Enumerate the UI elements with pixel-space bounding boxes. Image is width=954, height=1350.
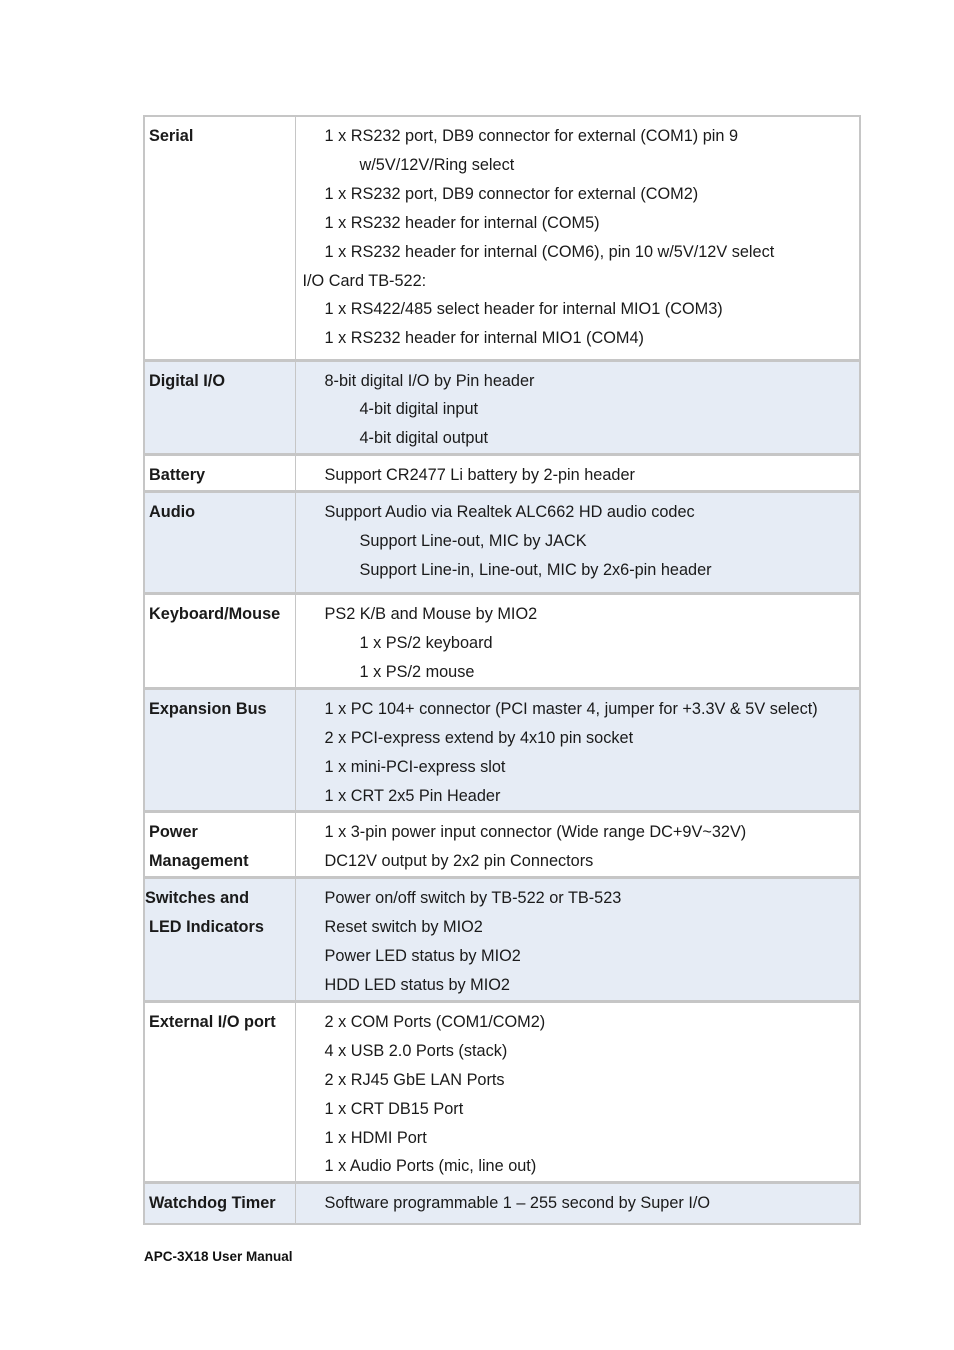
spec-value-line: 1 x mini-PCI-express slot [324, 757, 506, 776]
spec-value [295, 360, 860, 455]
spec-table [143, 115, 861, 1225]
spec-value [295, 812, 860, 878]
spec-value-line: 1 x PC 104+ connector (PCI master 4, jumper for +3.3V & 5V select) [324, 699, 818, 718]
spec-value-line: Reset switch by MIO2 [324, 918, 483, 937]
spec-label-line: Battery [149, 466, 206, 485]
spec-label [144, 455, 295, 492]
spec-value-line: 1 x RS232 header for internal MIO1 (COM4) [324, 329, 644, 348]
spec-value-line: 1 x PS/2 keyboard [359, 634, 493, 653]
spec-value-line: Power on/off switch by TB-522 or TB-523 [324, 889, 622, 908]
spec-value-line: Support Audio via Realtek ALC662 HD audio codec [324, 503, 695, 522]
spec-row [144, 878, 860, 1002]
spec-value-line: 2 x RJ45 GbE LAN Ports [324, 1070, 505, 1089]
spec-label [144, 1001, 295, 1182]
spec-value-line: 1 x RS422/485 select header for internal MIO1 (COM3) [324, 300, 723, 319]
spec-value-line: 2 x COM Ports (COM1/COM2) [324, 1012, 546, 1031]
spec-value-line: w/5V/12V/Ring select [359, 155, 515, 174]
spec-value-line: 1 x RS232 port, DB9 connector for external (COM1) pin 9 [324, 127, 739, 145]
spec-value [295, 1183, 860, 1224]
spec-value-line: Software programmable 1 – 255 second by Super I/O [324, 1194, 711, 1213]
spec-label [144, 878, 295, 1002]
spec-value-line: 1 x CRT 2x5 Pin Header [324, 786, 501, 805]
spec-label [144, 594, 295, 689]
spec-label [144, 360, 295, 455]
spec-value-line: 4-bit digital output [359, 429, 489, 448]
spec-row [144, 360, 860, 455]
spec-value-line: Support CR2477 Li battery by 2-pin header [324, 466, 635, 485]
spec-label-line: Expansion Bus [149, 699, 267, 718]
spec-label-line: Management [149, 852, 249, 871]
spec-row [144, 812, 860, 878]
footer-title: APC-3X18 User Manual [144, 1249, 293, 1264]
spec-value-line: 8-bit digital I/O by Pin header [324, 371, 535, 390]
spec-value-line: 2 x PCI-express extend by 4x10 pin socket [324, 728, 634, 747]
spec-value-line: Power LED status by MIO2 [324, 947, 521, 966]
spec-row [144, 455, 860, 492]
spec-value-line: Support Line-in, Line-out, MIC by 2x6-pin header [359, 560, 712, 579]
spec-label-line: Serial [149, 127, 194, 145]
spec-value-line: 1 x HDMI Port [324, 1128, 427, 1147]
spec-value-line: 4-bit digital input [359, 400, 479, 419]
spec-label [144, 812, 295, 878]
spec-label-line: External I/O port [149, 1012, 276, 1031]
spec-value-line: Support Line-out, MIC by JACK [359, 532, 587, 551]
spec-row [144, 116, 860, 360]
spec-label-line: LED Indicators [149, 918, 264, 937]
spec-value [295, 688, 860, 812]
spec-label-line: Digital I/O [149, 371, 225, 390]
spec-row [144, 1183, 860, 1224]
spec-value [295, 492, 860, 594]
spec-value-line: 1 x 3-pin power input connector (Wide range DC+9V~32V) [324, 823, 747, 842]
spec-label-line: Keyboard/Mouse [149, 605, 281, 624]
spec-label [144, 1183, 295, 1224]
spec-value-line: DC12V output by 2x2 pin Connectors [324, 852, 594, 871]
spec-row [144, 492, 860, 594]
spec-value-line: PS2 K/B and Mouse by MIO2 [324, 605, 538, 624]
spec-label-line: Switches and [145, 889, 250, 908]
spec-value-line: 1 x RS232 header for internal (COM5) [324, 213, 600, 232]
spec-label-line: Power [149, 823, 198, 842]
spec-table-body [144, 116, 860, 1224]
spec-value [295, 1001, 860, 1182]
spec-label [144, 116, 295, 360]
spec-value-line: 1 x PS/2 mouse [359, 662, 475, 681]
spec-label-line: Audio [149, 503, 196, 522]
spec-label [144, 492, 295, 594]
spec-value [295, 455, 860, 492]
spec-value-line: 1 x CRT DB15 Port [324, 1099, 464, 1118]
spec-row [144, 594, 860, 689]
spec-value-line: HDD LED status by MIO2 [324, 976, 510, 994]
spec-value [295, 878, 860, 1002]
spec-value-line: 4 x USB 2.0 Ports (stack) [324, 1041, 508, 1060]
spec-value [295, 116, 860, 360]
spec-value [295, 594, 860, 689]
spec-value-line: 1 x RS232 port, DB9 connector for external (COM2) [324, 184, 699, 203]
spec-value-line: I/O Card TB-522: [302, 271, 427, 290]
spec-value-line: 1 x RS232 header for internal (COM6), pin 10 w/5V/12V select [324, 242, 775, 261]
spec-label-line: Watchdog Timer [149, 1194, 276, 1213]
spec-value-line: 1 x Audio Ports (mic, line out) [324, 1157, 537, 1176]
spec-label [144, 688, 295, 812]
spec-row [144, 1001, 860, 1182]
spec-row [144, 688, 860, 812]
